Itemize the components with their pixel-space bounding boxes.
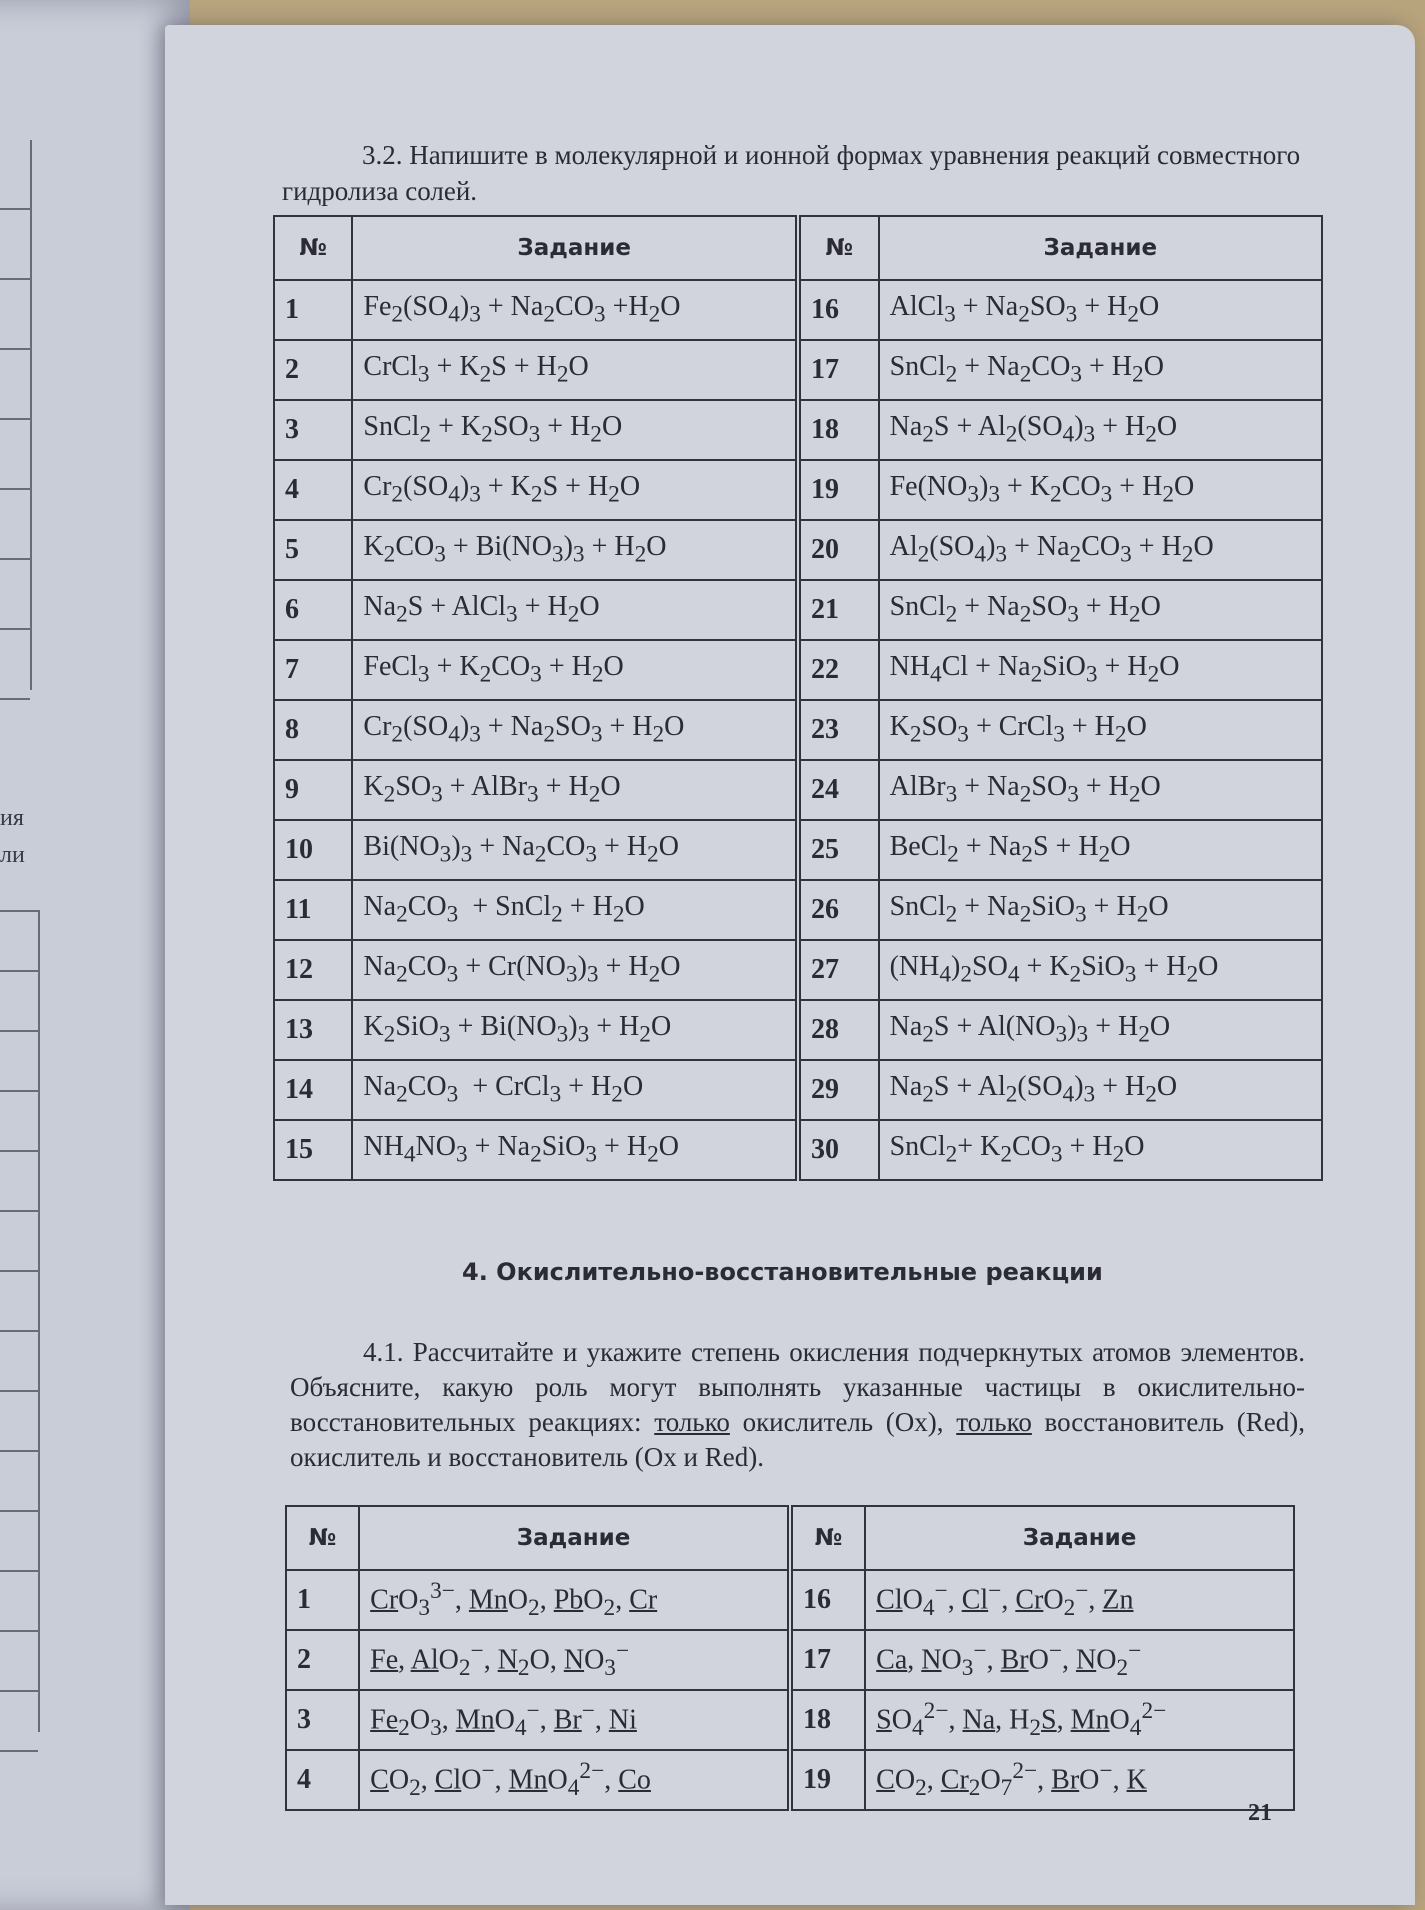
task-number: 4 (274, 460, 352, 520)
redox-task-table (285, 1505, 1295, 1811)
task-4-1-text (290, 1335, 1305, 1475)
task-number: 17 (790, 1630, 865, 1690)
task-number: 18 (798, 400, 879, 460)
table-row (274, 760, 1322, 820)
task-formula: AlCl$_3$ + $Na_2SO_3 + H_2O$ (879, 280, 1322, 340)
task-formula: Fe, AlO$_2$−, $N_2O$, $NO_3^-$ (359, 1630, 790, 1690)
task-number: 1 (286, 1570, 359, 1630)
task-number: 30 (798, 1120, 879, 1180)
task-number: 8 (274, 700, 352, 760)
col-num-header: № (798, 216, 879, 280)
table-row (286, 1750, 1294, 1810)
task-formula: $K_2CO_3 + Bi(NO_3)_3 + H_2O$ (352, 520, 798, 580)
task-formula: $K_2SiO_3 + Bi(NO_3)_3 + H_2O$ (352, 1000, 798, 1060)
task-number: 24 (798, 760, 879, 820)
task-number: 29 (798, 1060, 879, 1120)
task-formula: $Na_2CO_3 + Cr(NO_3)_3 + H_2O$ (352, 940, 798, 1000)
table-row (286, 1690, 1294, 1750)
task-formula: $K_2SO_3$ + CrCl$_3$ + $H_2O$ (879, 700, 1322, 760)
table-row (274, 940, 1322, 1000)
left-page-text: ия (0, 805, 24, 831)
task-formula: $Fe(NO_3)_3 + K_2CO_3 + H_2O$ (879, 460, 1322, 520)
task-formula: CrO$_3^{3-}$, MnO$_2$, PbO$_2$, Cr (359, 1570, 790, 1630)
table-row (274, 460, 1322, 520)
table-header-row (286, 1506, 1294, 1570)
task-formula: $Al_2(SO_4)_3 + Na_2CO_3 + H_2O$ (879, 520, 1322, 580)
task-number: 1 (274, 280, 352, 340)
task-number: 12 (274, 940, 352, 1000)
task-formula: FeCl$_3$ + $K_2CO_3 + H_2O$ (352, 640, 798, 700)
task-formula: $Na_2S + Al_2(SO_4)_3 + H_2O$ (879, 400, 1322, 460)
task-formula: $Na_2S$ + AlCl$_3$ + $H_2O$ (352, 580, 798, 640)
task-formula: $Na_2CO_3$ + SnCl$_2$ + $H_2O$ (352, 880, 798, 940)
underlined-word: только (654, 1407, 730, 1437)
task-formula: $Na_2S + Al_2(SO_4)_3 + H_2O$ (879, 1060, 1322, 1120)
table-row (274, 1000, 1322, 1060)
task-formula: SnCl$_2$ + $Na_2SiO_3 + H_2O$ (879, 880, 1322, 940)
task-number: 7 (274, 640, 352, 700)
left-page-table-fragment (0, 140, 32, 690)
table-header-row (274, 216, 1322, 280)
task-formula: SnCl$_2$+ $K_2CO_3 + H_2O$ (879, 1120, 1322, 1180)
task-number: 23 (798, 700, 879, 760)
task-number: 11 (274, 880, 352, 940)
task-number: 16 (790, 1570, 865, 1630)
page-number: 21 (1248, 1800, 1272, 1826)
task-formula: $Na_2S + Al(NO_3)_3 + H_2O$ (879, 1000, 1322, 1060)
task-formula: CrCl$_3$ + $K_2S + H_2O$ (352, 340, 798, 400)
col-num-header: № (286, 1506, 359, 1570)
col-num-header: № (790, 1506, 865, 1570)
task-number: 5 (274, 520, 352, 580)
left-page-text: ли (0, 842, 25, 868)
task-number: 25 (798, 820, 879, 880)
task-number: 4 (286, 1750, 359, 1810)
task-number: 2 (286, 1630, 359, 1690)
task-number: 15 (274, 1120, 352, 1180)
task-number: 21 (798, 580, 879, 640)
task-formula: Ca, $NO_3^-$, BrO−, $NO_2^-$ (865, 1630, 1294, 1690)
table-row (274, 880, 1322, 940)
task-formula: $Fe_2O_3$, MnO$_4$−, Br−, Ni (359, 1690, 790, 1750)
task-number: 18 (790, 1690, 865, 1750)
task-number: 20 (798, 520, 879, 580)
task-formula: BeCl$_2$ + $Na_2S + H_2O$ (879, 820, 1322, 880)
table-row (274, 280, 1322, 340)
col-num-header: № (274, 216, 352, 280)
task-number: 3 (274, 400, 352, 460)
task-number: 19 (790, 1750, 865, 1810)
table-row (274, 340, 1322, 400)
table-row (274, 520, 1322, 580)
task-formula: $NH_4Cl + Na_2SiO_3 + H_2O$ (879, 640, 1322, 700)
table-row (274, 1060, 1322, 1120)
col-task-header: Задание (879, 216, 1322, 280)
table-row (274, 700, 1322, 760)
task-formula: SnCl$_2$ + $Na_2CO_3 + H_2O$ (879, 340, 1322, 400)
section-4-title: 4. Окислительно-восстановительные реакции (462, 1258, 1103, 1286)
book-page (165, 25, 1415, 1905)
task-number: 26 (798, 880, 879, 940)
table-row (274, 820, 1322, 880)
task-number: 2 (274, 340, 352, 400)
task-formula: SnCl$_2$ + $Na_2SO_3 + H_2O$ (879, 580, 1322, 640)
task-4-1-text-part: восстановитель (Red), окислитель и восстановитель (Ox и Red). (290, 1407, 1306, 1472)
task-4-1-text-part: окислитель (Ox), (729, 1407, 957, 1437)
table-row (274, 580, 1322, 640)
task-formula: AlBr$_3$ + $Na_2SO_3 + H_2O$ (879, 760, 1322, 820)
task-number: 28 (798, 1000, 879, 1060)
col-task-header: Задание (865, 1506, 1294, 1570)
task-formula: $CO_2$, $Cr_2O_7^{2-}$, BrO−, K (865, 1750, 1294, 1810)
task-formula: $Bi(NO_3)_3 + Na_2CO_3 + H_2O$ (352, 820, 798, 880)
table-row (274, 640, 1322, 700)
left-page (0, 0, 190, 1910)
col-task-header: Задание (352, 216, 798, 280)
task-number: 16 (798, 280, 879, 340)
task-number: 27 (798, 940, 879, 1000)
table-row (286, 1570, 1294, 1630)
task-number: 9 (274, 760, 352, 820)
task-number: 14 (274, 1060, 352, 1120)
task-number: 13 (274, 1000, 352, 1060)
task-number: 22 (798, 640, 879, 700)
task-formula: $(NH_4)_2SO_4 + K_2SiO_3 + H_2O$ (879, 940, 1322, 1000)
task-number: 10 (274, 820, 352, 880)
task-3-2-heading: 3.2. Напишите в молекулярной и ионной формах уравнения реакций совместного гидролиза солей. (282, 140, 1301, 206)
task-number: 17 (798, 340, 879, 400)
task-formula: $Na_2CO_3$ + CrCl$_3$ + $H_2O$ (352, 1060, 798, 1120)
task-formula: ClO$_4$−, Cl−, CrO$_2$−, Zn (865, 1570, 1294, 1630)
task-number: 6 (274, 580, 352, 640)
hydrolysis-task-table (273, 215, 1323, 1181)
task-formula: $SO_4^{2-}$, Na, $H_2S$, MnO$_4^{2-}$ (865, 1690, 1294, 1750)
task-formula: $Fe_2(SO_4)_3 + Na_2CO_3 +H_2O$ (352, 280, 798, 340)
table-row (274, 1120, 1322, 1180)
task-formula: $Cr_2(SO_4)_3 + Na_2SO_3 + H_2O$ (352, 700, 798, 760)
task-formula: $CO_2$, ClO−, MnO$_4^{2-}$, Co (359, 1750, 790, 1810)
task-number: 3 (286, 1690, 359, 1750)
table-row (286, 1630, 1294, 1690)
task-formula: SnCl$_2$ + $K_2SO_3 + H_2O$ (352, 400, 798, 460)
task-formula: $K_2SO_3$ + AlBr$_3$ + $H_2O$ (352, 760, 798, 820)
task-4-1-text-part: 4.1. Рассчитайте и укажите степень окисления подчеркнутых атомов элементов. Объясните, какую роль могут выполнять указанные частицы в окислительно-восстановительных реакциях: (290, 1337, 1305, 1437)
col-task-header: Задание (359, 1506, 790, 1570)
task-formula: $Cr_2(SO_4)_3 + K_2S + H_2O$ (352, 460, 798, 520)
left-page-table-fragment (0, 910, 40, 1732)
task-formula: $NH_4NO_3 + Na_2SiO_3 + H_2O$ (352, 1120, 798, 1180)
table-row (274, 400, 1322, 460)
underlined-word: только (956, 1407, 1032, 1437)
task-number: 19 (798, 460, 879, 520)
